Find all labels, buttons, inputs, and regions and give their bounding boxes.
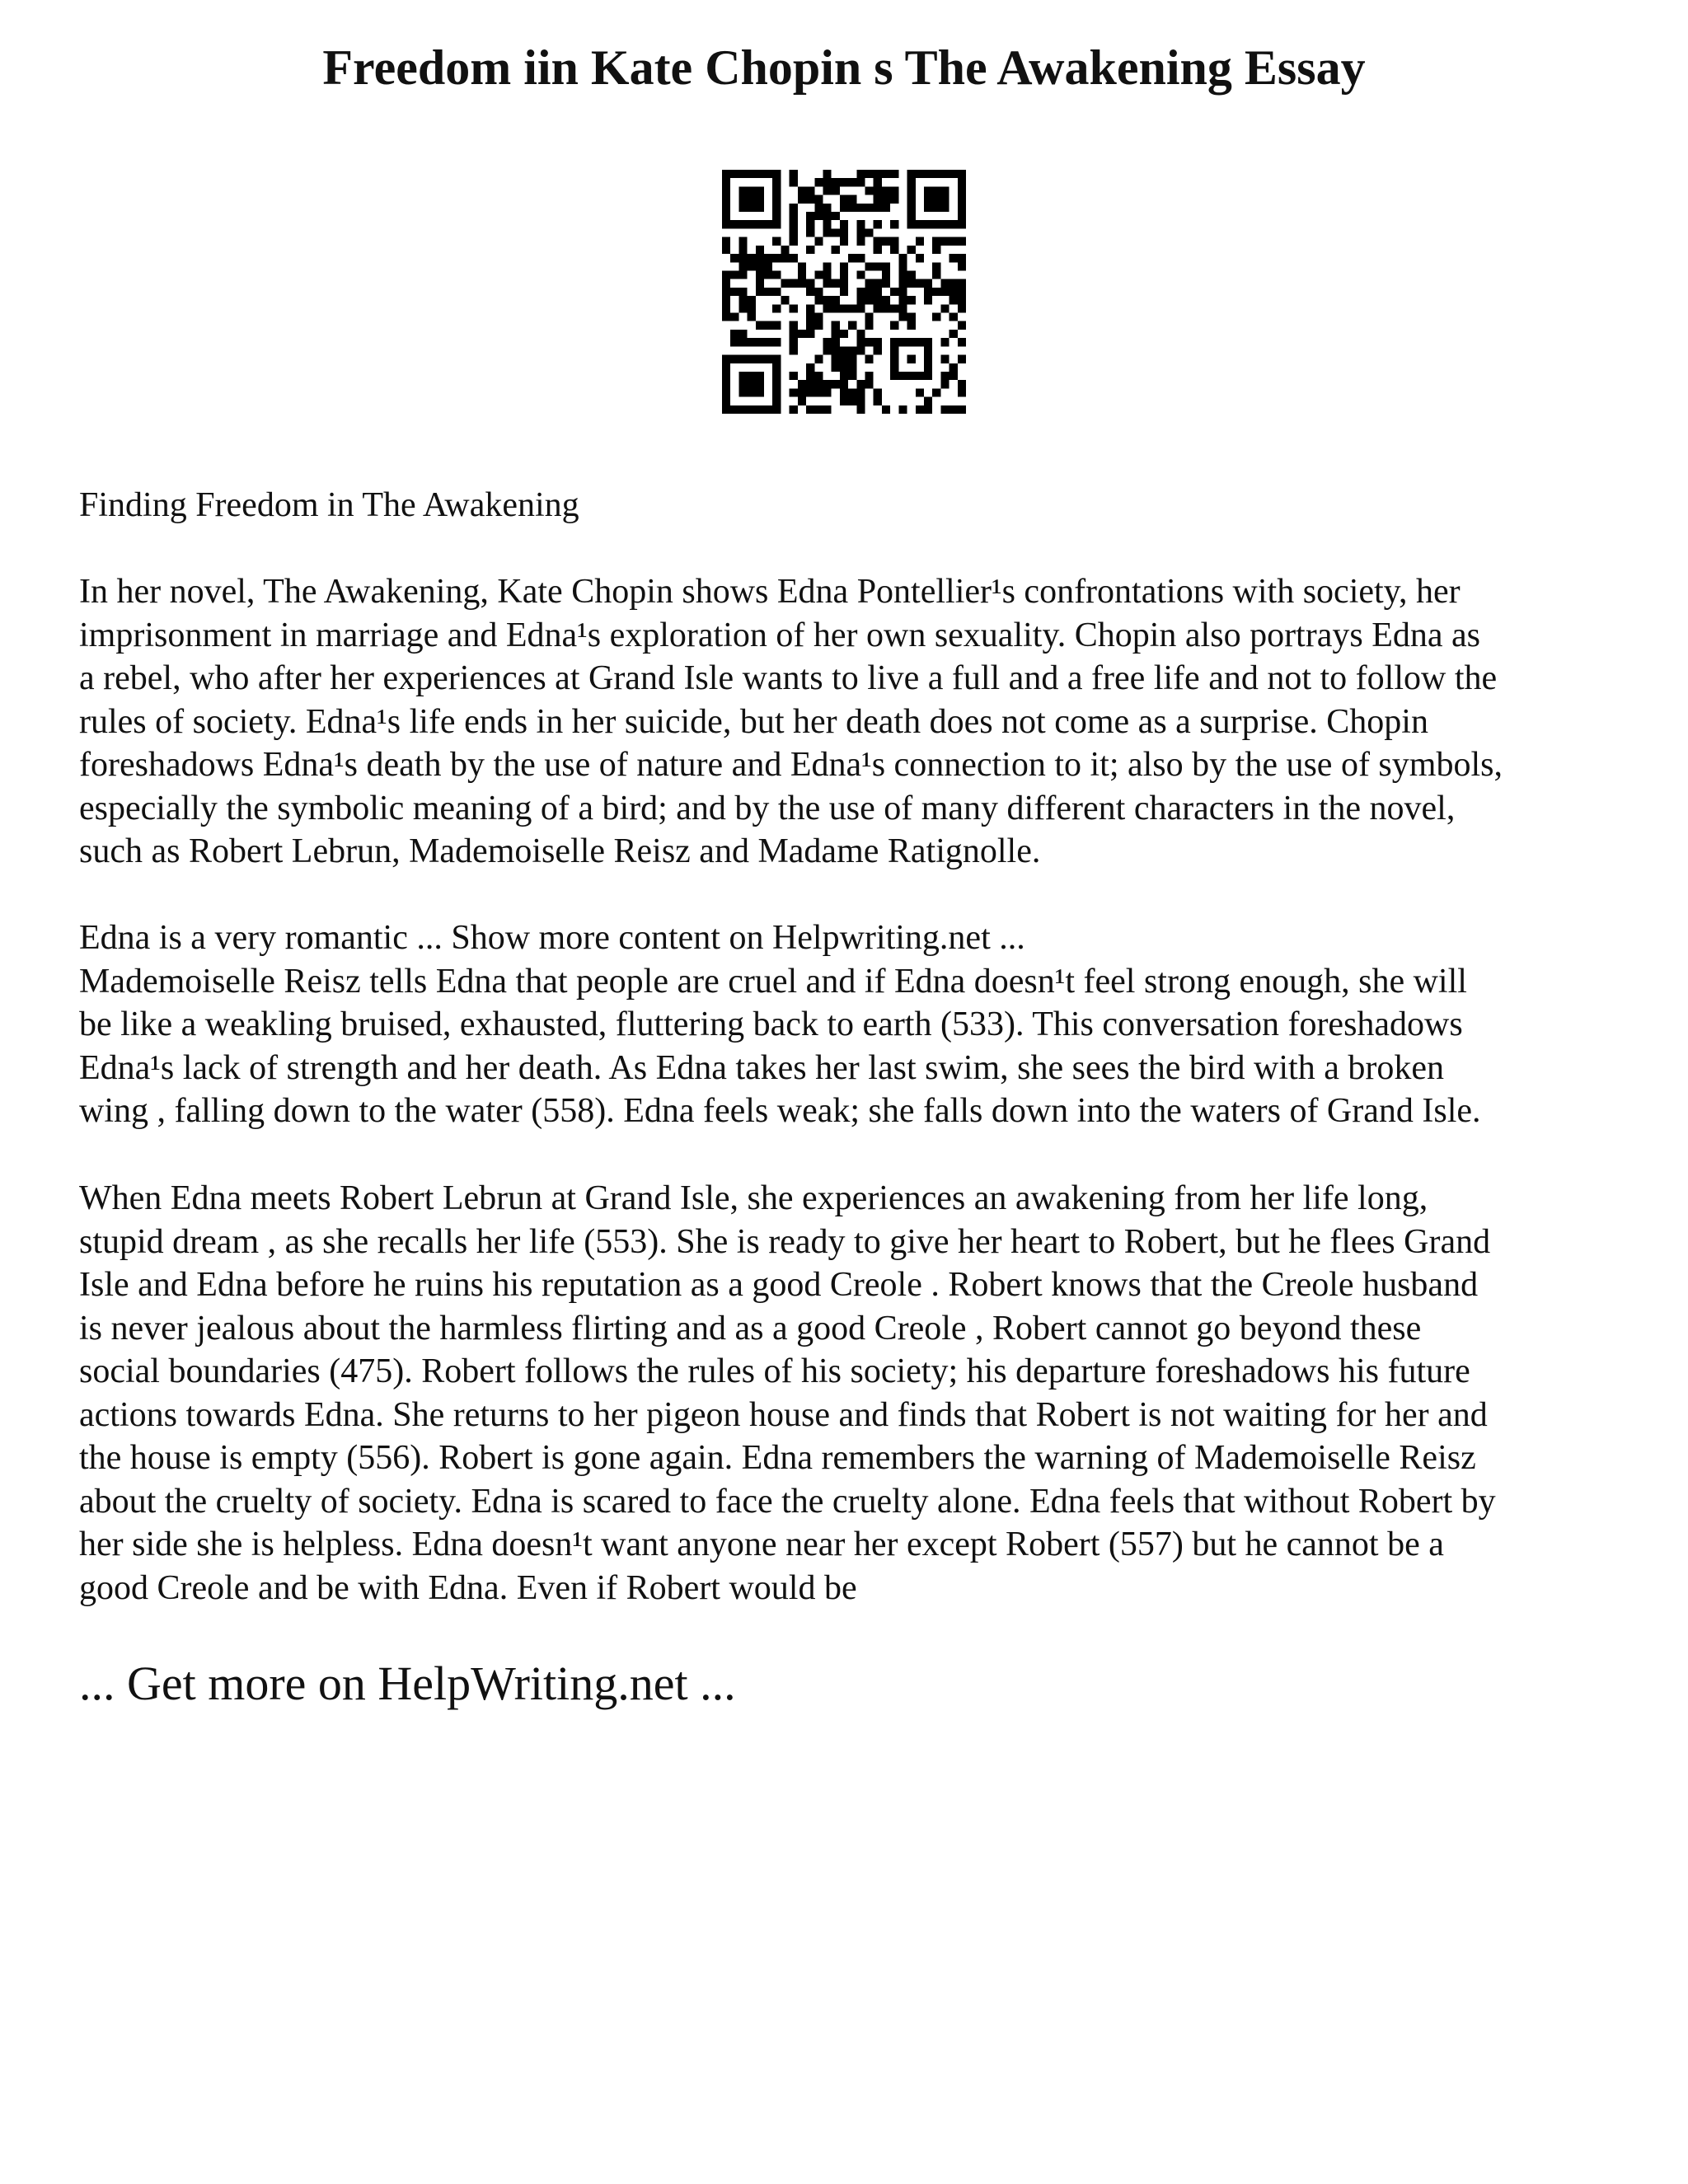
paragraph-line: especially the symbolic meaning of a bird; and by the use of many different characters in the novel, (79, 789, 1456, 827)
paragraph-line: In her novel, The Awakening, Kate Chopin shows Edna Pontellier¹s confrontations with society, her (79, 573, 1461, 611)
paragraph-line: such as Robert Lebrun, Mademoiselle Reisz and Madame Ratignolle. (79, 832, 1041, 870)
essay-paragraph-1 (79, 570, 1629, 874)
paragraph-line: her side she is helpless. Edna doesn¹t want anyone near her except Robert (557) but he cannot be a (79, 1526, 1444, 1563)
paragraph-line: Mademoiselle Reisz tells Edna that people are cruel and if Edna doesn¹t feel strong enough, she will (79, 962, 1467, 1001)
paragraph-line: When Edna meets Robert Lebrun at Grand Isle, she experiences an awakening from her life long, (79, 1179, 1428, 1217)
paragraph-line: wing , falling down to the water (558). Edna feels weak; she falls down into the waters of Grand Isle. (79, 1092, 1481, 1130)
paragraph-line: Edna¹s lack of strength and her death. As Edna takes her last swim, she sees the bird with a broken (79, 1048, 1444, 1087)
qr-code-icon (722, 170, 966, 414)
paragraph-line: imprisonment in marriage and Edna¹s exploration of her own sexuality. Chopin also portrays Edna as (79, 616, 1480, 654)
essay-subtitle: Finding Freedom in The Awakening (79, 486, 579, 524)
paragraph-line: is never jealous about the harmless flirting and as a good Creole , Robert cannot go beyond these (79, 1309, 1422, 1347)
essay-paragraph-3 (79, 1177, 1629, 1610)
paragraph-line: good Creole and be with Edna. Even if Robert would be (79, 1568, 857, 1607)
page-title: Freedom iin Kate Chopin s The Awakening Essay (322, 40, 1366, 95)
paragraph-line: foreshadows Edna¹s death by the use of nature and Edna¹s connection to it; also by the use of symbols, (79, 746, 1503, 784)
paragraph-line: stupid dream , as she recalls her life (553). She is ready to give her heart to Robert, but he flees Grand (79, 1222, 1491, 1261)
paragraph-line: actions towards Edna. She returns to her pigeon house and finds that Robert is not waiting for her and (79, 1395, 1488, 1434)
paragraph-line: a rebel, who after her experiences at Grand Isle wants to live a full and a free life and not to follow the (79, 659, 1498, 697)
get-more-link[interactable]: ... Get more on HelpWriting.net ... (79, 1657, 736, 1710)
paragraph-line: Isle and Edna before he ruins his reputation as a good Creole . Robert knows that the Creole husband (79, 1266, 1479, 1304)
paragraph-line: social boundaries (475). Robert follows the rules of his society; his departure foreshadows his future (79, 1352, 1470, 1390)
essay-paragraph-2 (79, 916, 1629, 1133)
paragraph-line: be like a weakling bruised, exhausted, fluttering back to earth (533). This conversation foreshadows (79, 1005, 1463, 1043)
paragraph-line: the house is empty (556). Robert is gone again. Edna remembers the warning of Mademoiselle Reisz (79, 1439, 1476, 1477)
paragraph-line: about the cruelty of society. Edna is scared to face the cruelty alone. Edna feels that without Robert by (79, 1482, 1496, 1521)
paragraph-line: Edna is a very romantic ... Show more content on Helpwriting.net ... (79, 919, 1025, 957)
paragraph-line: rules of society. Edna¹s life ends in her suicide, but her death does not come as a surprise. Chopin (79, 702, 1428, 741)
